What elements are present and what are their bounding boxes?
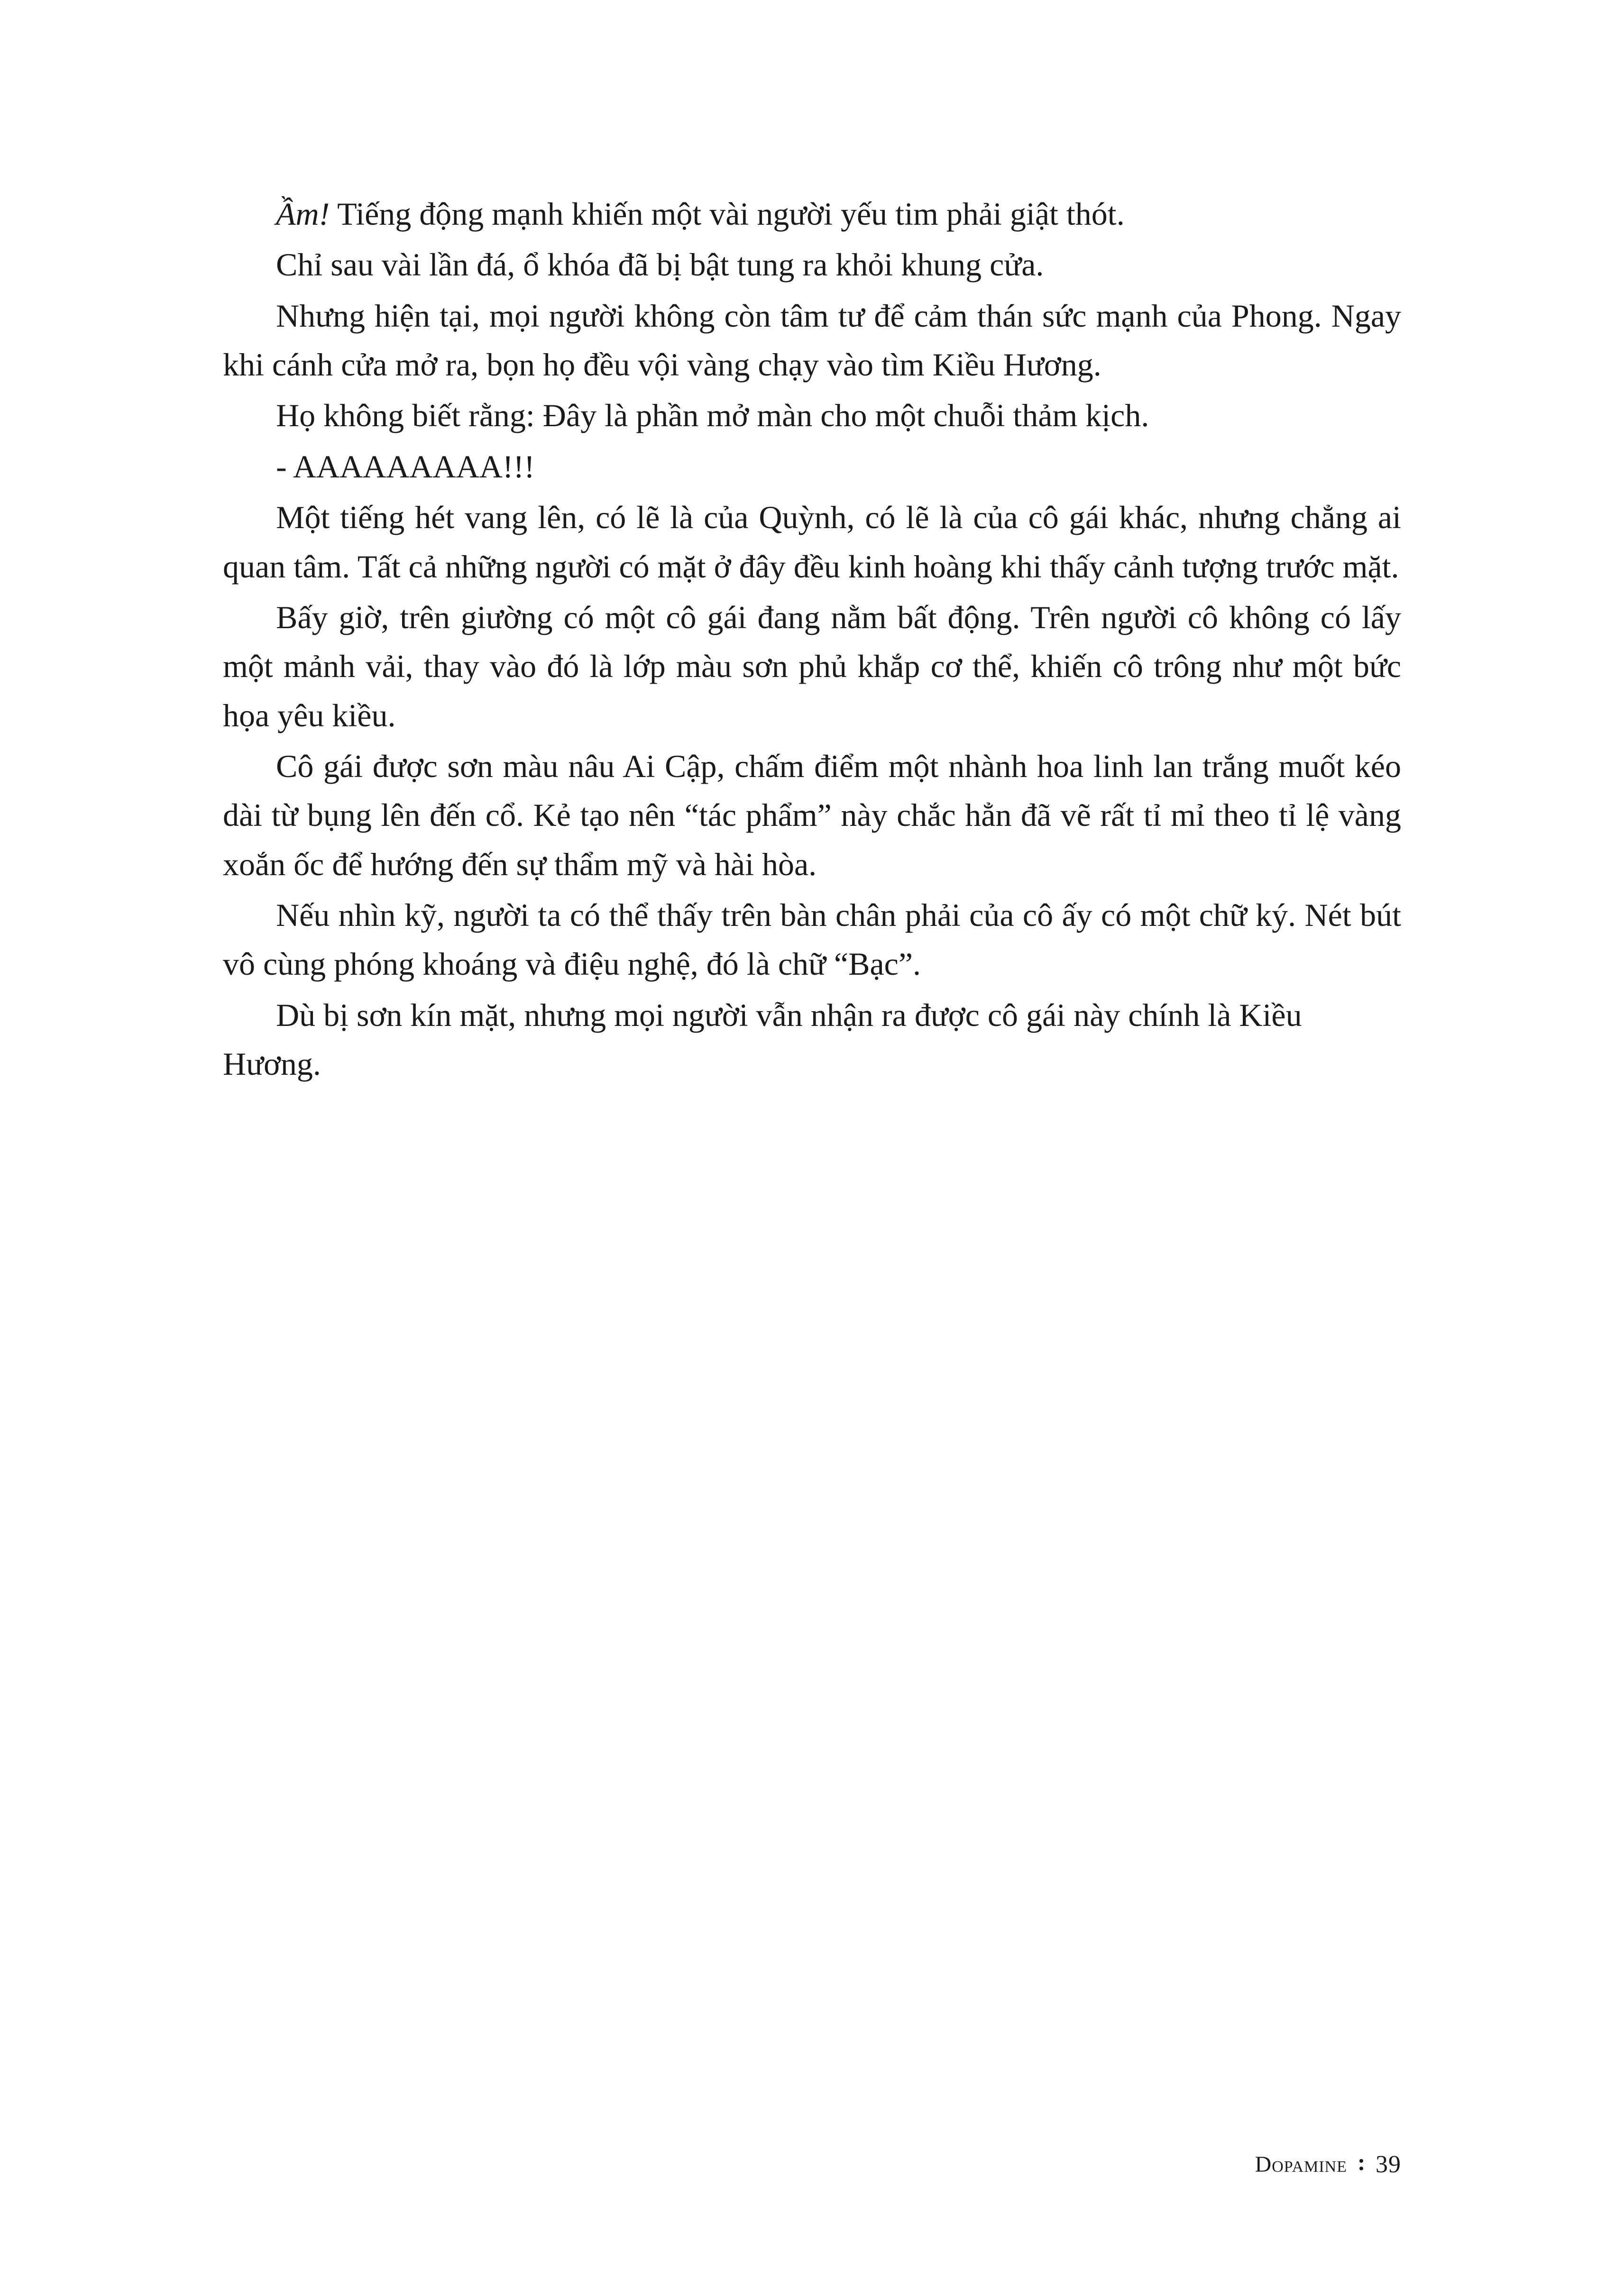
paragraph-1-text: Tiếng động mạnh khiến một vài người yếu tim phải giật thót. — [330, 196, 1125, 232]
page-footer — [1255, 2150, 1401, 2178]
paragraph-8: Cô gái được sơn màu nâu Ai Cập, chấm điểm một nhành hoa linh lan trắng muốt kéo dài từ bụng lên đến cổ. Kẻ tạo nên “tác phẩm” này chắc hẳn đã vẽ rất tỉ mỉ theo tỉ lệ vàng xoắn ốc để hướng đến sự thẩm mỹ và hài hòa. — [223, 748, 1401, 882]
paragraph-1-emphasis: Ầm! — [276, 196, 330, 232]
paragraph-9: Nếu nhìn kỹ, người ta có thể thấy trên bàn chân phải của cô ấy có một chữ ký. Nét bút vô cùng phóng khoáng và điệu nghệ, đó là chữ “Bạc”. — [223, 897, 1401, 982]
paragraph-5-dialogue: - AAAAAAAAA!!! — [276, 448, 535, 485]
body-text-column — [223, 190, 1401, 1090]
vertical-dots-icon — [1359, 2159, 1363, 2163]
paragraph-7: Bấy giờ, trên giường có một cô gái đang nằm bất động. Trên người cô không có lấy một mảnh vải, thay vào đó là lớp màu sơn phủ khắp cơ thể, khiến cô trông như một bức họa yêu kiều. — [223, 599, 1401, 733]
paragraph-6: Một tiếng hét vang lên, có lẽ là của Quỳnh, có lẽ là của cô gái khác, nhưng chẳng ai quan tâm. Tất cả những người có mặt ở đây đều kinh hoàng khi thấy cảnh tượng trước mặt. — [223, 499, 1401, 585]
footer-book-title: Dopamine — [1255, 2152, 1347, 2177]
paragraph-2: Chỉ sau vài lần đá, ổ khóa đã bị bật tung ra khỏi khung cửa. — [276, 247, 1044, 283]
paragraph-1 — [223, 190, 1401, 238]
footer-page-number: 39 — [1376, 2151, 1401, 2178]
paragraph-3: Nhưng hiện tại, mọi người không còn tâm tư để cảm thán sức mạnh của Phong. Ngay khi cánh cửa mở ra, bọn họ đều vội vàng chạy vào tìm Kiều Hương. — [223, 297, 1401, 383]
paragraph-10: Dù bị sơn kín mặt, nhưng mọi người vẫn nhận ra được cô gái này chính là Kiều Hương. — [223, 997, 1302, 1082]
paragraph-4: Họ không biết rằng: Đây là phần mở màn cho một chuỗi thảm kịch. — [276, 397, 1149, 434]
